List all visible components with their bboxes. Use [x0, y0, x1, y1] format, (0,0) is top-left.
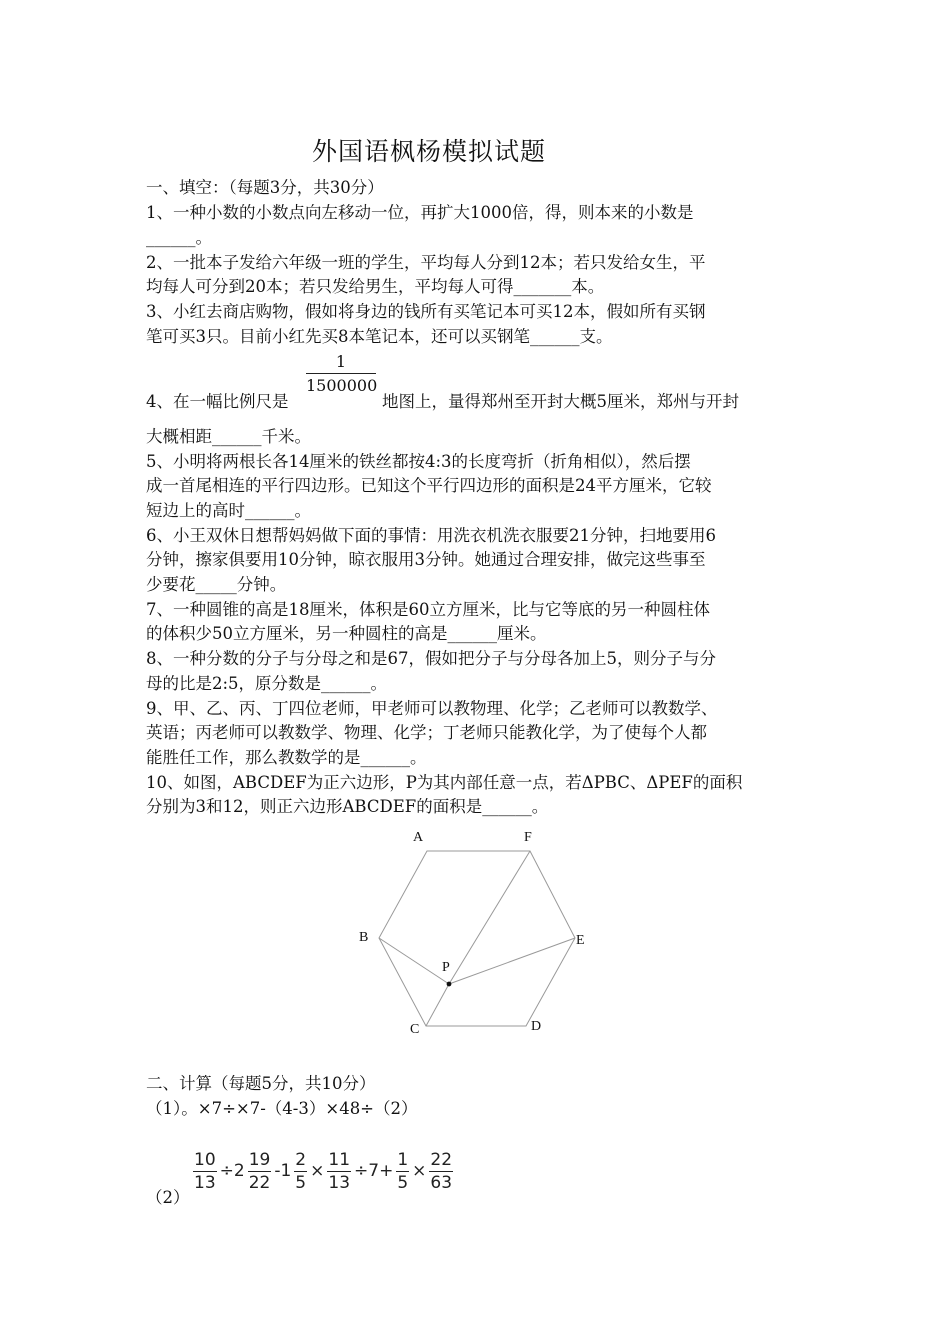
- operator-4: ÷7+: [354, 1161, 394, 1181]
- q9-line1: 9、甲、乙、丙、丁四位老师，甲老师可以教物理、化学；乙老师可以教数学、: [146, 699, 718, 718]
- fraction-1: [193, 1149, 217, 1194]
- fraction-5-den: 5: [397, 1172, 409, 1193]
- fraction-2-den: 22: [248, 1172, 271, 1193]
- calc-q1: （1）。×7÷×7-（4-3）×48÷（2）: [146, 1099, 418, 1118]
- q9-line2: 英语；丙老师可以教数学、物理、化学；丁老师只能教化学，为了使每个人都: [146, 723, 707, 742]
- segment-pb: [379, 938, 449, 984]
- operator-2: -1: [274, 1161, 292, 1181]
- fraction-4: [327, 1149, 351, 1194]
- fraction-3-den: 5: [295, 1172, 307, 1193]
- fraction-6-den: 63: [430, 1172, 453, 1193]
- q6-line3: 少要花_____分钟。: [146, 575, 287, 594]
- q6-line1: 6、小王双休日想帮妈妈做下面的事情：用洗衣机洗衣服要21分钟，扫地要用6: [146, 526, 716, 545]
- q6-line2: 分钟，擦家俱要用10分钟，晾衣服用3分钟。她通过合理安排，做完这些事至: [146, 550, 706, 569]
- segment-pe: [449, 938, 575, 984]
- label-b: B: [359, 930, 369, 945]
- fraction-3-num: 2: [295, 1149, 307, 1170]
- q4-line2: 大概相距______千米。: [146, 427, 311, 446]
- fraction-5: [396, 1149, 409, 1194]
- q8-line1: 8、一种分数的分子与分母之和是67，假如把分子与分母各加上5，则分子与分: [146, 649, 716, 668]
- fraction-2: [248, 1149, 272, 1194]
- fraction-1-den: 13: [194, 1172, 216, 1193]
- label-a: A: [413, 830, 424, 845]
- operator-5: ×: [412, 1161, 427, 1181]
- label-f: F: [524, 830, 532, 845]
- operator-3: ×: [310, 1161, 325, 1181]
- section1-heading: 一、填空：（每题3分，共30分）: [146, 178, 384, 197]
- fraction-4-num: 11: [328, 1149, 351, 1170]
- q4-line1-end: 地图上，量得郑州至开封大概5厘米，郑州与开封: [382, 392, 739, 411]
- q9-line3: 能胜任工作，那么教数学的是______。: [146, 748, 427, 767]
- fraction-3: [294, 1149, 307, 1194]
- fraction-4-den: 13: [328, 1172, 351, 1193]
- segment-pf: [449, 851, 530, 984]
- section2-heading: 二、计算（每题5分，共10分）: [146, 1074, 376, 1093]
- q10-line2: 分别为3和12，则正六边形ABCDEF的面积是______。: [146, 797, 549, 816]
- fraction-6-num: 22: [430, 1149, 453, 1170]
- fraction-2-num: 19: [248, 1149, 271, 1170]
- q2-line2: 均每人可分到20本；若只发给男生，平均每人可得_______本。: [146, 277, 605, 296]
- q5-line1: 5、小明将两根长各14厘米的铁丝都按4:3的长度弯折（折角相似），然后摆: [146, 452, 691, 471]
- fraction-6: [429, 1149, 453, 1194]
- scale-numerator: 1: [306, 351, 376, 374]
- q1-line1: 1、一种小数的小数点向左移动一位，再扩大1000倍，得，则本来的小数是: [146, 203, 694, 222]
- q4-line1-start: 4、在一幅比例尺是: [146, 392, 289, 411]
- calc-q2-label: （2）: [146, 1188, 190, 1207]
- point-p-dot: [447, 982, 452, 987]
- q8-line2: 母的比是2:5，原分数是______。: [146, 674, 388, 693]
- hexagon-figure: [340, 820, 610, 1045]
- operator-1: ÷2: [219, 1161, 245, 1181]
- fraction-5-num: 1: [397, 1149, 409, 1170]
- q10-line1: 10、如图，ABCDEF为正六边形，P为其内部任意一点，若ΔPBC、ΔPEF的面积: [146, 773, 743, 792]
- calc-q2-equation: [192, 1146, 454, 1196]
- q7-line1: 7、一种圆锥的高是18厘米，体积是60立方厘米，比与它等底的另一种圆柱体: [146, 600, 710, 619]
- q3-line2: 笔可买3只。目前小红先买8本笔记本，还可以买钢笔______支。: [146, 327, 613, 346]
- q1-line2: ______。: [146, 228, 212, 247]
- fraction-1-num: 10: [194, 1149, 216, 1170]
- segment-pc: [426, 984, 449, 1026]
- q2-line1: 2、一批本子发给六年级一班的学生，平均每人分到12本；若只发给女生，平: [146, 253, 706, 272]
- scale-denominator: 1500000: [306, 376, 378, 395]
- q5-line3: 短边上的高时______。: [146, 501, 311, 520]
- label-p: P: [442, 960, 450, 975]
- q3-line1: 3、小红去商店购物，假如将身边的钱所有买笔记本可买12本，假如所有买钢: [146, 302, 706, 321]
- label-e: E: [576, 933, 585, 948]
- q5-line2: 成一首尾相连的平行四边形。已知这个平行四边形的面积是24平方厘米，它较: [146, 476, 712, 495]
- label-c: C: [410, 1022, 420, 1037]
- page-title: 外国语枫杨模拟试题: [311, 137, 546, 166]
- scale-fraction: [306, 351, 376, 396]
- label-d: D: [531, 1019, 542, 1034]
- q7-line2: 的体积少50立方厘米，另一种圆柱的高是______厘米。: [146, 624, 547, 643]
